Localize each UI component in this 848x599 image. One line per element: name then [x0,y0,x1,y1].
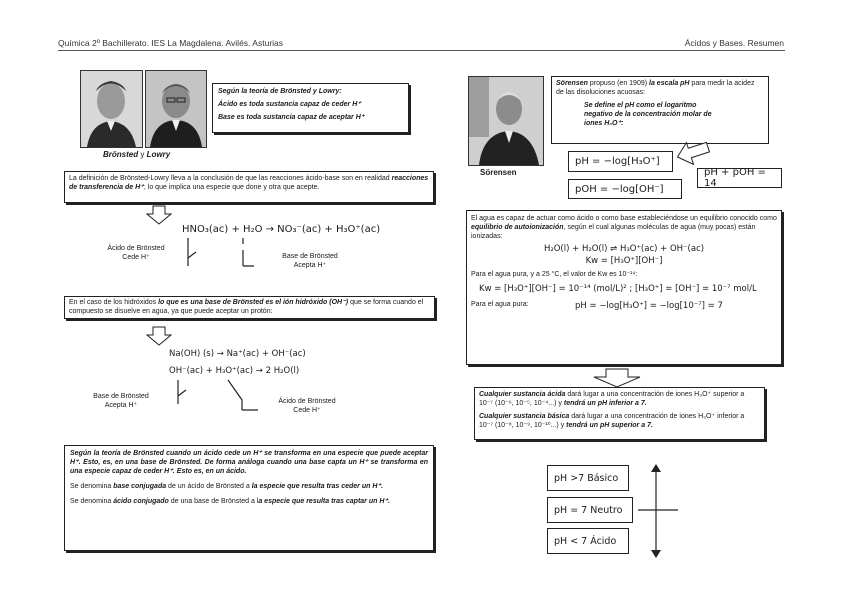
water-eq3-sep: ; [629,284,635,294]
water-box [466,210,782,365]
reaction1-base-label-2: Acepta H⁺ [293,262,327,269]
reaction2-base-label [80,392,162,410]
reaction2-acid-label-2: Cede H⁺ [293,407,321,414]
water-pure-line2: Para el agua pura: [471,301,529,308]
reaction2-equation1: Na(OH) (s) → Na⁺(ac) + OH⁻(ac) [169,349,306,359]
sorensen-def2: negativo de la concentración molar de [584,111,712,118]
sorensen-part1: propuso (en 1909) [587,80,650,87]
theory-line3: Base es toda sustancia capaz de aceptar H⁺ [218,114,365,121]
water-eq4: pH = −log[H₃O⁺] = −log[10⁻⁷] = 7 [575,301,723,311]
acidity-p1: dará lugar a una concentración de iones H₃O⁺ superior a 10⁻⁷ (10⁻⁶, 10⁻⁵, 10⁻⁴...) y [479,391,745,407]
water-intro [471,214,777,241]
conclusion-box [64,171,434,203]
acidity-p2: dará lugar a una concentración de iones H₃O⁺ inferior a 10⁻⁷ (10⁻⁸, 10⁻⁹, 10⁻¹⁰...) y [479,413,745,429]
conclusion-part1: La definición de Brönsted-Lowry lleva a la conclusión de que las reacciones ácido-base son en realidad [69,175,392,182]
sorensen-def3: iones H₃O⁺: [584,120,624,127]
water-last-line [471,300,777,314]
conclusion-part2: , lo que implica una especie que done y otra que acepte. [143,184,320,191]
poh-formula-box: pOH = −log[OH⁻] [568,179,682,199]
conjugate-para2-b: base conjugada [113,483,167,490]
ph-formula-box: pH = −log[H₃O⁺] [568,151,673,172]
acidity-p2-bold2: tendrá un pH superior a 7. [566,422,653,429]
acidity-p1-bold: Cualquier sustancia ácida [479,391,566,398]
bronsted-name: Brönsted [103,150,139,159]
conjugate-para3-c: de una base de Brönsted a l [168,498,259,505]
lowry-photo [145,70,207,148]
reaction2-acid-label-1: Ácido de Brönsted [278,398,336,405]
ph-sum-box: pH + pOH = 14 [697,168,782,188]
down-arrow-3 [592,368,642,388]
theory-line2: Ácido es toda sustancia capaz de ceder H⁺ [218,101,361,108]
conjugate-para3-b: ácido conjugado [113,498,169,505]
reaction2-base-label-2: Acepta H⁺ [104,402,138,409]
header-left: Química 2º Bachillerato. IES La Magdalena. Avilés. Asturias [58,38,284,48]
header-divider [58,50,785,51]
water-eq3 [479,285,777,294]
sorensen-bold2: la escala pH [649,80,690,87]
hydroxide-box [64,296,435,319]
scale-axis [636,462,686,562]
sorensen-caption: Sörensen [480,168,517,177]
reaction1-acid-label [96,244,176,262]
reaction2-equation2: OH⁻(ac) + H₃O⁺(ac) → 2 H₂O(l) [169,366,300,376]
water-intro-b: , según el cual algunas moléculas de agua (muy pocas) están ionizadas: [471,224,756,240]
conjugate-para1: Según la teoría de Brönsted cuando un ácido cede un H⁺ se transforma en una especie que puede aceptar H⁺. Esto, es, en una base de Brönsted. De forma análoga cuando una base capta un H⁺ se transforma en una especie capaz de ceder H⁺. Esto es, en un ácido. [70,450,428,475]
conjugate-para2-d: la especie que resulta tras ceder un H⁺. [251,483,384,490]
water-pure-line: Para el agua pura, y a 25 °C, el valor de Kw es 10⁻¹⁴: [471,271,638,278]
hydroxide-part1: En el caso de los hidróxidos [69,299,159,306]
acidity-p1-bold2: tendrá un pH inferior a 7. [563,400,647,407]
bronsted-photo [80,70,143,148]
scale-basic-box: pH >7 Básico [547,465,629,491]
reaction1-brackets [180,236,280,276]
theory-box [212,83,409,133]
header-right: Ácidos y Bases. Resumen [684,38,784,48]
acidity-para1 [479,390,760,408]
reaction1-equation: HNO₃(ac) + H₂O → NO₃⁻(ac) + H₃O⁺(ac) [182,224,381,235]
and-word: y [140,150,145,159]
sorensen-photo [468,76,544,166]
reaction2-base-label-1: Base de Brönsted [93,393,149,400]
sorensen-def1: Se define el pH como el logaritmo [584,102,697,109]
left-arrow [676,141,710,165]
sorensen-box [551,76,769,144]
conjugate-para2-c: de un ácido de Brönsted a [166,483,252,490]
acidity-box [474,387,765,440]
conjugate-para3-a: Se denomina [70,498,114,505]
water-intro-a: El agua es capaz de actuar como ácido o como base estableciéndose un equilibrio conocido como [471,215,777,222]
scale-acid-box: pH < 7 Ácido [547,528,629,554]
water-eq2: Kw = [H₃O⁺][OH⁻] [585,256,663,266]
conclusion-bold: reacciones de transferencia de H⁺ [69,175,429,191]
conjugate-para2 [70,482,428,491]
reaction1-acid-label-1: Ácido de Brönsted [107,245,165,252]
down-arrow-1 [146,205,172,225]
conjugate-para3-d: a especie que resulta tras captar un H⁺. [258,498,391,505]
lowry-name: Lowry [146,150,171,159]
conjugate-box [64,445,434,551]
photo-caption [103,150,170,160]
sorensen-definition [584,101,764,128]
water-eq1: H₂O(l) + H₂O(l) ⇌ H₃O⁺(ac) + OH⁻(ac) [543,244,705,254]
down-arrow-2 [146,326,172,346]
reaction2-acid-label [262,397,352,415]
hydroxide-bold: lo que es una base de Brönsted es el ión hidróxido (OH⁻) [158,299,349,306]
theory-line1: Según la teoría de Brönsted y Lowry: [218,88,342,95]
water-eq3-right: [H₃O⁺] = [OH⁻] = 10⁻⁷ mol/L [634,284,757,294]
reaction1-base-label [270,252,350,270]
hydroxide-part2: que se forma cuando el compuesto se disuelve en agua, ya que puede aceptar un protón: [69,299,424,315]
water-eq3-left: Kw = [H₃O⁺][OH⁻] = 10⁻¹⁴ (mol/L)² [479,284,627,294]
scale-neutral-box: pH = 7 Neutro [547,497,633,523]
sorensen-bold: Sörensen [556,80,588,87]
conjugate-para3 [70,497,428,506]
acidity-p2-bold: Cualquier sustancia básica [479,413,570,420]
reaction1-acid-label-2: Cede H⁺ [122,254,150,261]
acidity-para2 [479,412,760,430]
sorensen-end: para medir la acidez de las disoluciones acuosas: [556,80,755,96]
reaction1-base-label-1: Base de Brönsted [282,253,338,260]
conjugate-para2-a: Se denomina [70,483,114,490]
water-intro-bold: equilibrio de autoionización [471,224,564,231]
